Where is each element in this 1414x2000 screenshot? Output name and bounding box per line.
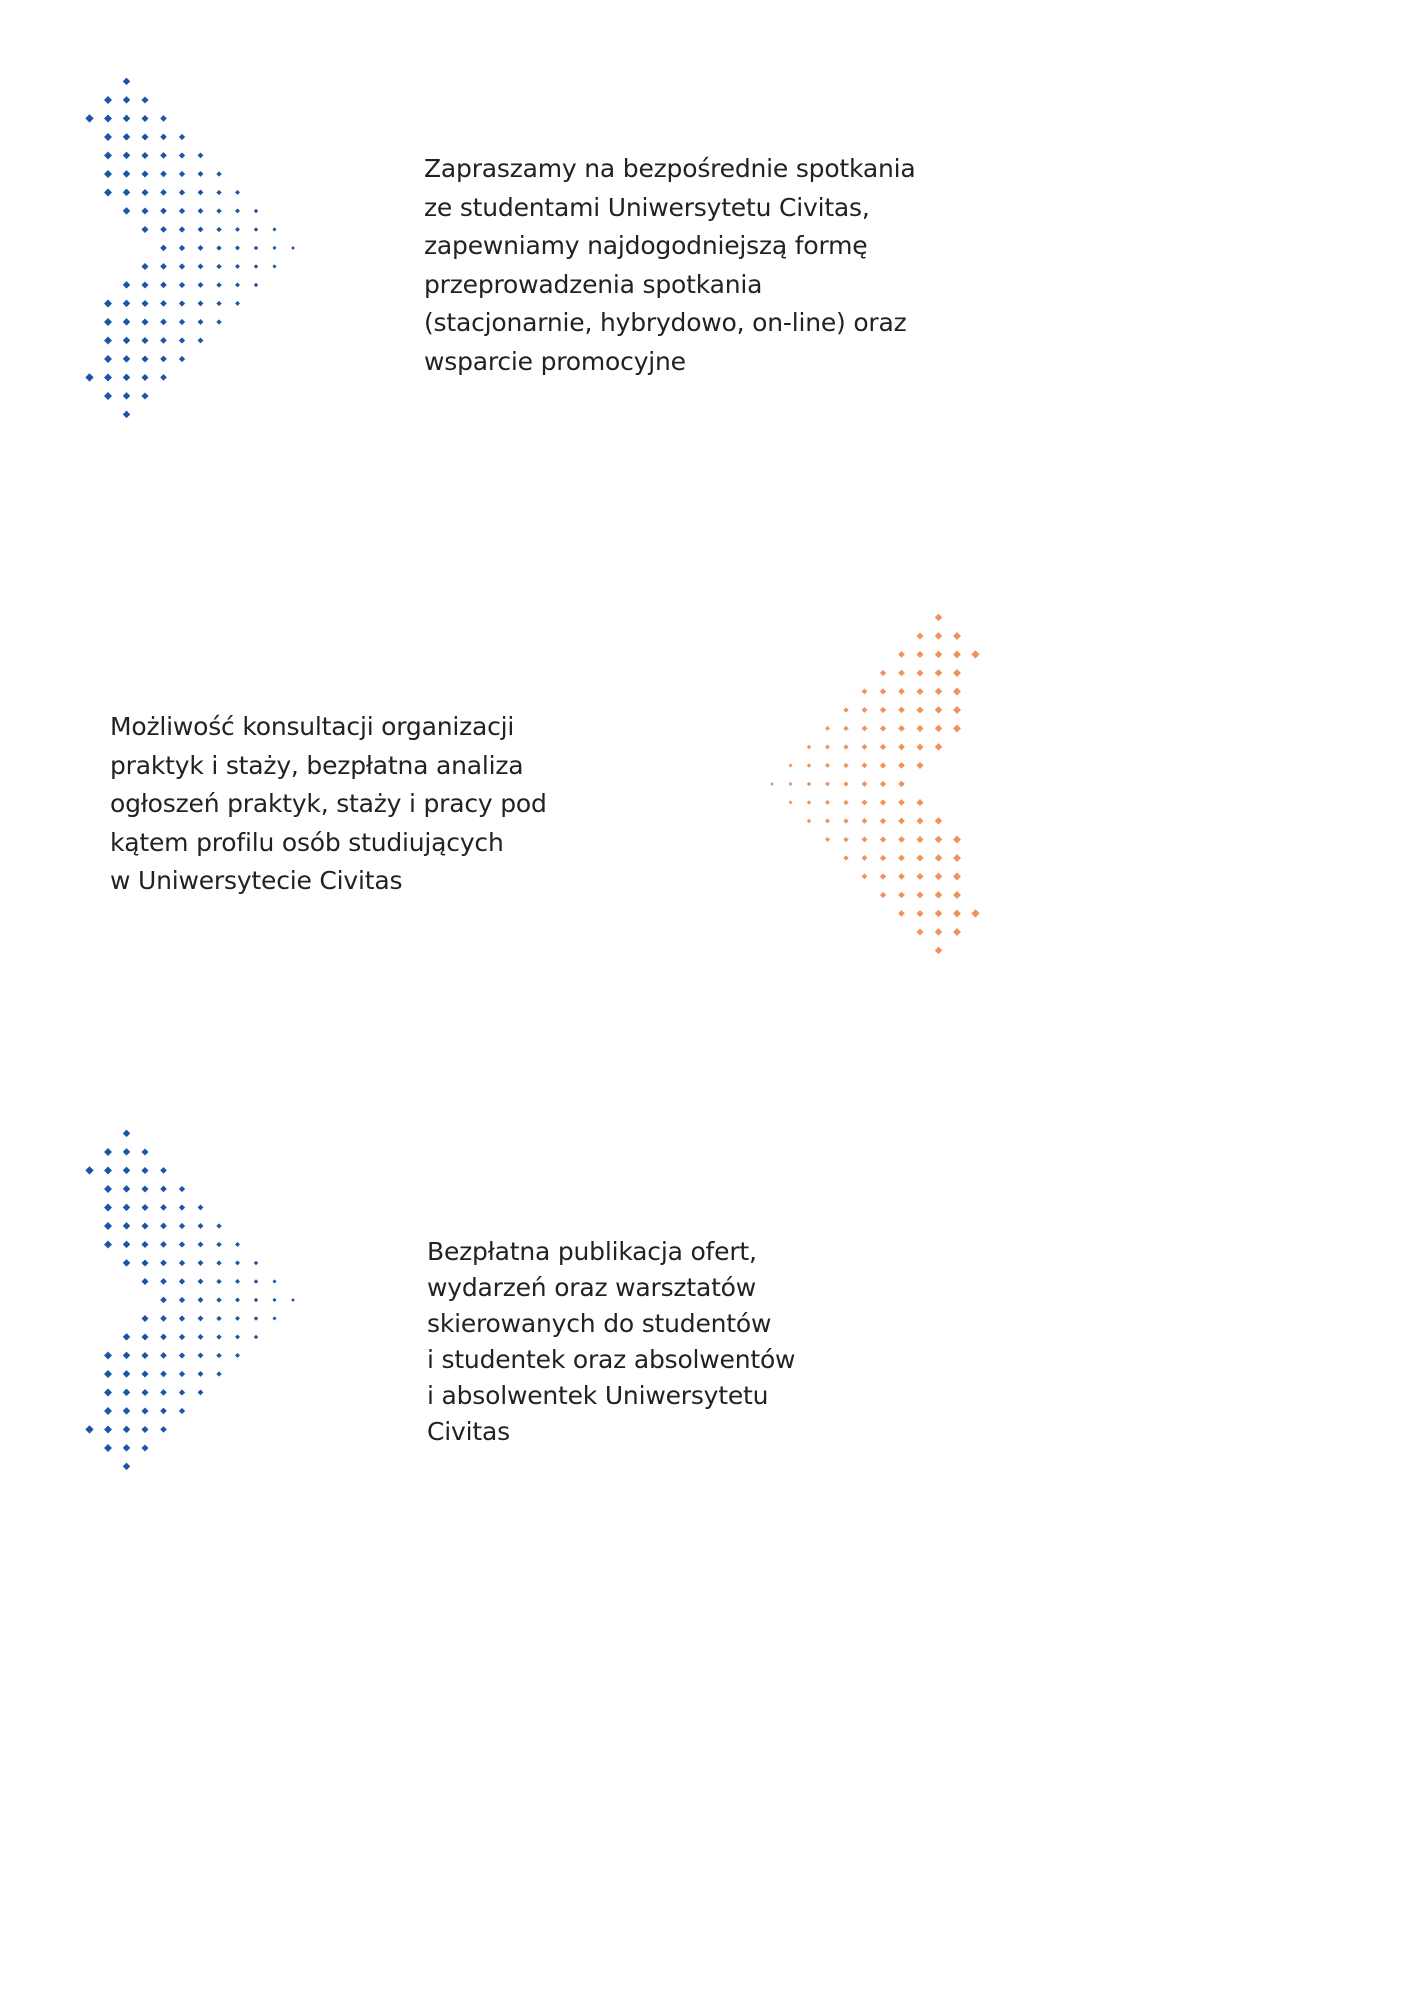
chevron-dot	[85, 1166, 93, 1174]
chevron-dot	[179, 1352, 185, 1358]
chevron-dot	[160, 1334, 167, 1341]
chevron-dot	[235, 1279, 240, 1284]
chevron-dot	[104, 1204, 112, 1212]
chevron-dot	[179, 1278, 185, 1284]
chevron-dot	[160, 1186, 167, 1193]
chevron-dot	[104, 1148, 112, 1156]
chevron-dot	[123, 1222, 130, 1229]
chevron-dot	[160, 1278, 167, 1285]
chevron-dot	[179, 1297, 185, 1303]
chevron-dot	[235, 1242, 240, 1247]
chevron-dot	[123, 1352, 130, 1359]
chevron-dot	[179, 1241, 185, 1247]
chevron-dot	[254, 1298, 259, 1303]
chevron-dot	[179, 1223, 185, 1229]
chevron-dot	[104, 1444, 112, 1452]
chevron-dot	[235, 1260, 240, 1265]
chevron-dot	[254, 1279, 259, 1284]
chevron-dot	[235, 1334, 240, 1339]
chevron-dot	[160, 1408, 167, 1415]
chevron-dot	[141, 1204, 148, 1211]
chevron-dot	[141, 1333, 148, 1340]
chevron-dot	[160, 1241, 167, 1248]
offer-meetings-text: Zapraszamy na bezpośrednie spotkania ze studentami Uniwersytetu Civitas, zapewniamy najdogodniejszą formę przeprowadzenia spotkania (stacjonarnie, hybrydowo, on-line) oraz wsparcie promocyjne	[424, 154, 916, 376]
chevron-dot	[104, 1426, 112, 1434]
chevron-dot	[141, 1148, 148, 1155]
chevron-dot	[123, 1167, 130, 1174]
chevron-dot	[160, 1260, 167, 1267]
chevron-dot	[123, 1259, 130, 1266]
chevron-dot	[160, 1315, 167, 1322]
chevron-dot	[104, 1370, 112, 1378]
chevron-dot	[141, 1389, 148, 1396]
chevron-dot	[216, 1242, 221, 1247]
chevron-dot	[160, 1297, 167, 1304]
chevron-dot	[160, 1389, 167, 1396]
chevron-dot	[123, 1389, 130, 1396]
chevron-dot	[198, 1279, 204, 1285]
chevron-dot	[123, 1130, 130, 1137]
chevron-dot	[141, 1370, 148, 1377]
chevron-dot	[216, 1223, 221, 1228]
chevron-dot	[235, 1353, 240, 1358]
chevron-dot	[198, 1260, 204, 1266]
chevron-dot	[216, 1279, 221, 1284]
chevron-dot	[179, 1334, 185, 1340]
chevron-dot	[198, 1242, 204, 1248]
chevron-dot	[123, 1241, 130, 1248]
chevron-dot	[123, 1370, 130, 1377]
chevron-dot	[141, 1315, 148, 1322]
offer-publication-text: Bezpłatna publikacja ofert, wydarzeń oraz warsztatów skierowanych do studentów i studentek oraz absolwentów i absolwentek Uniwersytetu Civitas	[427, 1237, 796, 1446]
chevron-dot	[160, 1371, 167, 1378]
chevron-dot	[216, 1353, 221, 1358]
chevron-dot	[179, 1389, 185, 1395]
chevron-dot	[216, 1260, 221, 1265]
chevron-dot	[123, 1185, 130, 1192]
chevron-dot	[254, 1316, 259, 1321]
chevron-dot	[179, 1315, 185, 1321]
chevron-dot	[141, 1241, 148, 1248]
chevron-dot	[104, 1389, 112, 1397]
chevron-dot	[104, 1185, 112, 1193]
chevron-dot	[160, 1352, 167, 1359]
chevron-dot	[198, 1205, 204, 1211]
chevron-dot	[141, 1426, 148, 1433]
chevron-dot	[123, 1333, 130, 1340]
chevron-dot	[216, 1316, 221, 1321]
chevron-dot	[272, 1298, 276, 1302]
chevron-dot	[123, 1444, 130, 1451]
chevron-dot	[104, 1352, 112, 1360]
chevron-dot	[254, 1335, 259, 1340]
chevron-dot	[141, 1259, 148, 1266]
chevron-dot	[141, 1167, 148, 1174]
chevron-dot	[272, 1316, 276, 1320]
chevron-dot	[104, 1241, 112, 1249]
chevron-dot	[198, 1316, 204, 1322]
chevron-dot	[198, 1297, 204, 1303]
chevron-dot	[198, 1353, 204, 1359]
chevron-dot	[141, 1185, 148, 1192]
chevron-dot	[104, 1407, 112, 1415]
chevron-dot	[141, 1222, 148, 1229]
chevron-dot	[123, 1426, 130, 1433]
chevron-dot	[216, 1297, 221, 1302]
chevron-dot	[141, 1407, 148, 1414]
chevron-dot	[216, 1334, 221, 1339]
chevron-dot	[85, 1425, 93, 1433]
chevron-dot	[123, 1148, 130, 1155]
chevron-dot	[291, 1298, 295, 1302]
chevron-dot	[123, 1204, 130, 1211]
chevron-dot	[141, 1352, 148, 1359]
chevron-dot	[104, 1222, 112, 1230]
chevron-dot	[235, 1297, 240, 1302]
chevron-dot	[254, 1261, 259, 1266]
offer-consultation-text: Możliwość konsultacji organizacji praktyk i staży, bezpłatna analiza ogłoszeń praktyk, staży i pracy pod kątem profilu osób studiujących w Uniwersytecie Civitas	[110, 712, 547, 895]
chevron-dot	[179, 1371, 185, 1377]
chevron-dot	[123, 1407, 130, 1414]
chevron-dot	[141, 1444, 148, 1451]
chevron-dot	[235, 1316, 240, 1321]
chevron-dot	[198, 1223, 204, 1229]
chevron-dot	[198, 1371, 204, 1377]
chevron-dot	[179, 1204, 185, 1210]
chevron-dot	[179, 1186, 185, 1192]
chevron-dot	[141, 1278, 148, 1285]
chevron-dot	[160, 1167, 167, 1174]
chevron-dot	[179, 1260, 185, 1266]
chevron-dot	[160, 1426, 167, 1433]
chevron-dot	[272, 1279, 276, 1283]
chevron-dot	[216, 1371, 221, 1376]
chevron-dot	[198, 1334, 204, 1340]
chevron-dot	[104, 1167, 112, 1175]
chevron-dot	[160, 1223, 167, 1230]
chevron-dot	[198, 1390, 204, 1396]
chevron-dot	[160, 1204, 167, 1211]
chevron-dot	[123, 1463, 130, 1470]
chevron-dot	[179, 1408, 185, 1414]
